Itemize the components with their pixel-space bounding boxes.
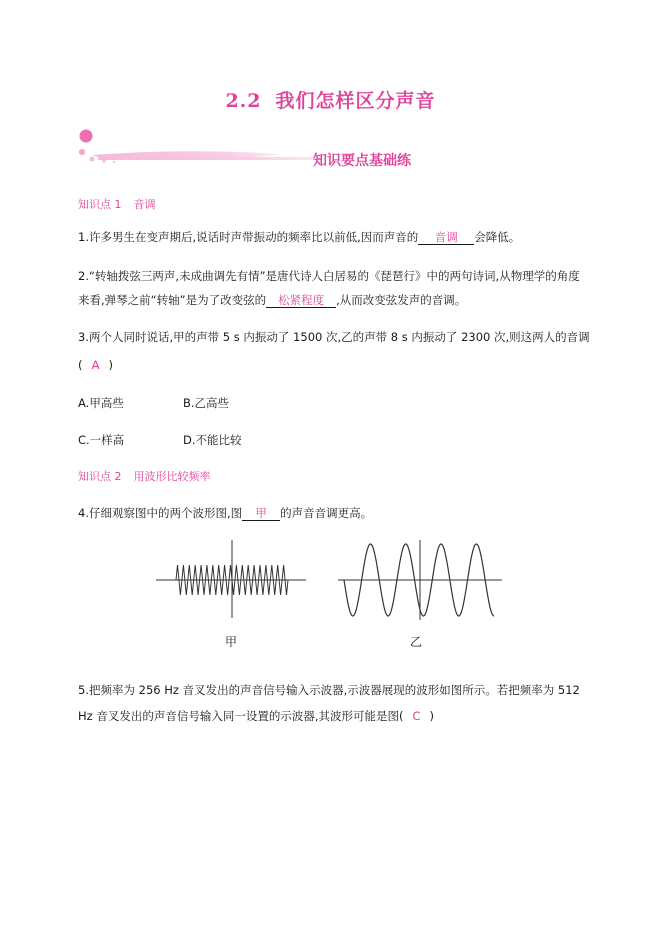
section-number: 2.2 xyxy=(225,90,262,112)
banner-label: 知识要点基础练 xyxy=(313,153,411,169)
waveform-yi xyxy=(338,540,504,622)
banner-dot-tiny-2 xyxy=(113,161,115,163)
question-1 xyxy=(78,223,588,251)
page-title xyxy=(0,86,661,113)
waveform-label-jia: 甲 xyxy=(225,635,238,649)
banner-line xyxy=(98,157,313,160)
question-text: 2.“转轴拨弦三两声,未成曲调先有情”是唐代诗人白居易的《琵琶行》中的两句诗词,从物理学的角度 xyxy=(78,269,580,283)
question-5 xyxy=(78,676,598,730)
option-b: B.乙高些 xyxy=(183,396,230,410)
question-text: ) xyxy=(429,709,434,723)
option-d: D.不能比较 xyxy=(183,433,242,447)
question-2 xyxy=(78,262,598,314)
question-text: 3.两个人同时说话,甲的声带 5 s 内振动了 1500 次,乙的声带 8 s 内振动了 2300 次,则这两人的音调 xyxy=(78,330,590,344)
answer-blank: 松紧程度 xyxy=(266,293,336,308)
banner-dot-medium xyxy=(79,149,85,155)
knowledge-point-label: 知识点 2 xyxy=(78,470,122,483)
question-text: 5.把频率为 256 Hz 音叉发出的声音信号输入示波器,示波器展现的波形如图所示。若把频率为 512 xyxy=(78,683,580,697)
knowledge-point-2 xyxy=(78,468,211,484)
answer-blank: 音调 xyxy=(418,230,474,245)
section-title: 我们怎样区分声音 xyxy=(275,90,436,112)
paren-open: ( xyxy=(78,358,83,372)
option-a: A.甲高些 xyxy=(78,396,124,410)
waveform-label-yi: 乙 xyxy=(410,635,423,649)
banner-dot-small xyxy=(90,157,95,162)
knowledge-point-title: 用波形比较频率 xyxy=(133,470,211,483)
answer-blank: 甲 xyxy=(242,506,280,521)
question-text: ,从而改变弦发声的音调。 xyxy=(336,293,467,307)
knowledge-point-title: 音调 xyxy=(133,198,156,211)
question-text: 4.仔细观察图中的两个波形图,图 xyxy=(78,506,243,520)
question-4 xyxy=(78,499,588,527)
question-text: 的声音音调更高。 xyxy=(280,506,373,520)
choice-answer: A xyxy=(91,358,100,372)
option-c: C.一样高 xyxy=(78,433,125,447)
knowledge-point-label: 知识点 1 xyxy=(78,198,122,211)
question-text: 会降低。 xyxy=(474,230,521,244)
paren-close: ) xyxy=(108,358,113,372)
question-text: 来看,弹琴之前“转轴”是为了改变弦的 xyxy=(78,293,267,307)
question-text: 1.许多男生在变声期后,说话时声带振动的频率比以前低,因而声音的 xyxy=(78,230,419,244)
question-3 xyxy=(78,323,598,379)
banner-dot-large xyxy=(80,130,93,143)
question-text: Hz 音叉发出的声音信号输入同一设置的示波器,其波形可能是图( xyxy=(78,709,404,723)
choice-answer: C xyxy=(412,709,421,723)
knowledge-point-1 xyxy=(78,196,156,212)
waveform-jia xyxy=(156,538,308,620)
